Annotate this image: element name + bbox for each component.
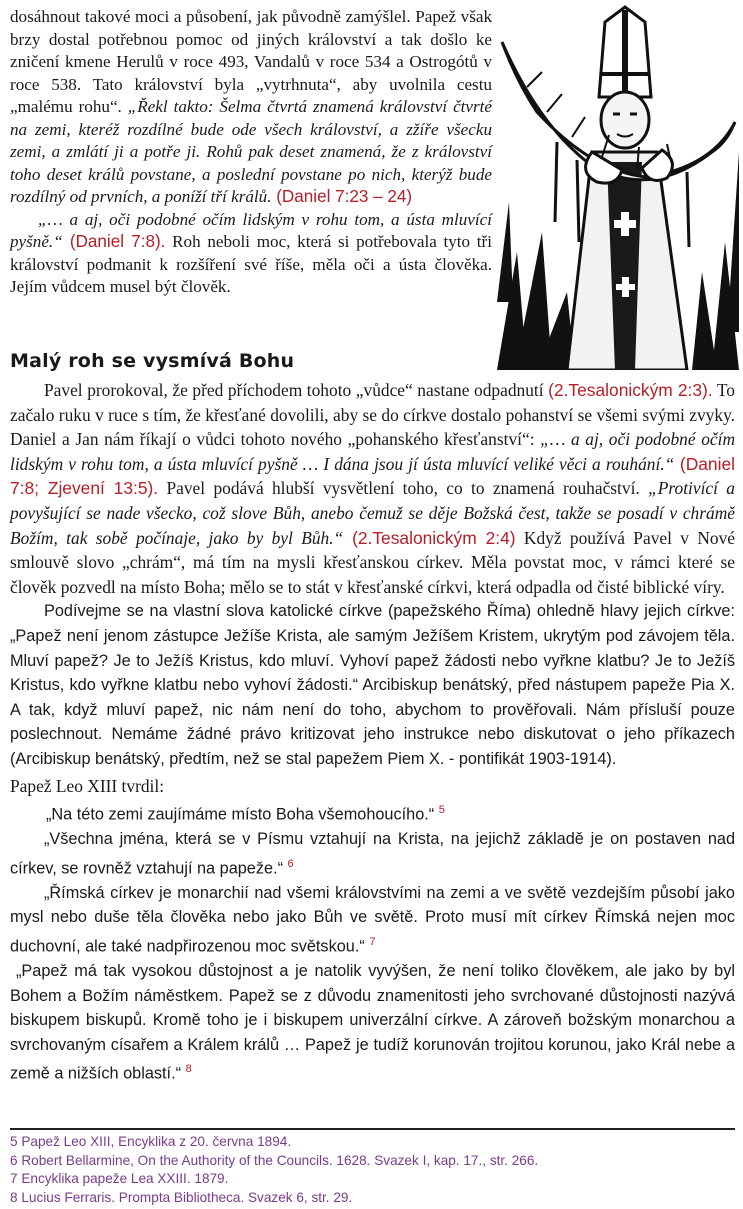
scripture-reference-2: (Daniel 7:8).	[62, 232, 166, 251]
quote-8: „Papež má tak vysokou důstojnost a je natolik vyvýšen, že není toliko člověkem, ale jako by byl Bohem a Božím náměstkem. Papež se z důvodu znamenitosti jeho svrchované důstojnosti nazývá biskupem biskupů. Kromě toho je i biskupem univerzální církve. A zároveň božským monarchou a svrchovaným císařem a Králem králů … Papež je tudíž korunován trojitou korunou, jako Král nebe a země a nižších oblastí.“ $^8$	[10, 961, 735, 1083]
footnote-6: 6 Robert Bellarmine, On the Authority of the Councils. 1628. Svazek I, kap. 17., str. 266.	[10, 1152, 539, 1168]
pope-holding-horn-illustration	[497, 2, 739, 370]
paragraph-3: Pavel prorokoval, že před příchodem tohoto „vůdce“ nastane odpadnutí (2.Tesalonickým 2:3). To začalo ruku v ruce s tím, že křesťané dovolili, aby se do církve dostalo pohanství se všemi svými zvyky. Daniel a Jan nám říkají o vůdci tohoto nového „pohanského křesťanství“: „… a aj, oči podobné očím lidským v rohu tom, a ústa mluvící pyšně … I dána jsou jí ústa mluvící veliké věci a rouhání.“ (Daniel 7:8; Zjevení 13:5). Pavel podává hlubší vysvětlení toho, co to znamená rouhačství. „Protivící a povyšující se nade všecko, což slove Bůh, anebo čemuž se děje Božská čest, takže se posadí v chrámě Božím, tak sobě počínaje, jako by byl Bůh.“ (2.Tesalonickým 2:4) Když používá Pavel v Nové smlouvě slovo „chrám“, má tím na mysli křesťanskou církev. Měla povstat moc, v rámci které se člověk pozvedl na místo Boha; mělo se to stát v křesťanské církvi, která odpadla od čisté biblické víry.	[10, 380, 736, 597]
paragraph-4: Podívejme se na vlastní slova katolické církve (papežského Říma) ohledně hlavy jejich církve: „Papež není jenom zástupce Ježíše Krista, ale samým Ježíšem Kristem, ukrytým pod závojem těla. Mluví papež? Je to Ježíš Kristus, kdo mluví. Vyhoví papež žádosti nebo vyřkne klatbu? Je to Ježíš Kristus, kdo vyřkne klatbu nebo vyhoví žádosti.“ Arcibiskup benátský, před nástupem papeže Pia X. A tak, když mluví papež, nic nám není do toho, abychom to prověřovali. Nám přísluší pouze poslechnout. Nemáme žádné právo kritizovat jeho instrukce nebo diskutovat o jeho příkazech (Arcibiskup benátský, předtím, než se stal papežem Piem X. - pontifikát 1903-1914).	[10, 602, 735, 768]
footnote-marker-6: 6	[287, 857, 294, 870]
paragraph-5: Papež Leo XIII tvrdil:	[10, 775, 165, 796]
footnote-8: 8 Lucius Ferraris. Prompta Bibliotheca. Svazek 6, str. 29.	[10, 1189, 353, 1205]
scripture-reference-3: (2.Tesalonickým 2:3).	[548, 380, 713, 400]
scripture-reference-5: (2.Tesalonickým 2:4)	[343, 527, 516, 548]
main-body-text	[10, 378, 735, 1086]
daniel-quote-2: „… a aj, oči podobné očím lidským v rohu tom, a ústa mluvící pyšně.“	[10, 209, 492, 251]
quote-5: „Na této zemi zaujímáme místo Boha všemohoucího.“ $^5$	[46, 804, 445, 824]
paragraph-1: dosáhnout takové moci a působení, jak původně zamýšlel. Papež však brzy dostal potřebnou pomoc od jiných království a tak došlo ke zničení kmene Herulů v roce 493, Vandalů v roce 534 a Ostrogótů v roce 538. Tato království byla „vytrhnuta“, aby uvolnila cestu „malému rohu“. „Řekl takto: Šelma čtvrtá znamená království čtvrté na zemi, kteréž rozdílné bude ode všech království, a zžíře všecku zemi, a zmlátí ji a potře ji. Rohů pak deset znamená, že z království toho deset králů povstane, a poslední povstane po nich, kterýž bude rozdílný od prvních, a poníží tří králů. (Daniel 7:23 – 24)	[10, 7, 492, 206]
footnote-5: 5 Papež Leo XIII, Encyklika z 20. června 1894.	[10, 1134, 292, 1149]
scripture-reference: (Daniel 7:23 – 24)	[271, 187, 413, 206]
footnotes	[10, 1128, 735, 1207]
footnote-marker-5: 5	[438, 804, 445, 817]
quote-6: „Všechna jména, která se v Písmu vztahují na Krista, na jejichž základě je on postaven nad církev, se rovněž vztahují na papeže.“ $^6$	[10, 830, 735, 878]
footnote-7: 7 Encyklika papeže Lea XXIII. 1879.	[10, 1171, 229, 1187]
footnote-marker-8: 8	[185, 1063, 192, 1076]
quote-7: „Římská církev je monarchií nad všemi královstvími na zemi a ve světě vezdejším působí jako mysl nebo duše těla člověka nebo jako Bůh ve světě. Proto musí mít církev Římská nejen moc duchovní, ale také nadpřirozenou moc světskou.“ $^7$	[10, 883, 735, 956]
daniel-quote: „Řekl takto: Šelma čtvrtá znamená království čtvrté na zemi, kteréž rozdílné bude ode všech království, a zžíře všecku zemi, a zmlátí ji a potře ji. Rohů pak deset znamená, že z království toho deset králů povstane, a poslední povstane po nich, kterýž bude rozdílný od prvních, a poníží tří králů.	[10, 97, 492, 206]
footnote-marker-7: 7	[369, 935, 376, 948]
paragraph-2: „… a aj, oči podobné očím lidským v rohu tom, a ústa mluvící pyšně.“ (Daniel 7:8). Roh neboli moc, která si potřebovala tyto tři království podmanit k rozšíření své říše, měla oči a ústa člověka. Jejím vůdcem musel být člověk.	[10, 209, 492, 296]
paul-quote: „Protivící a povyšující se nade všecko, což slove Bůh, anebo čemuž se děje Božská čest, takže se posadí v chrámě Božím, tak sobě počínaje, jako by byl Bůh.“	[10, 478, 735, 548]
top-column-text	[10, 6, 492, 299]
section-heading: Malý roh se vysmívá Bohu	[10, 350, 295, 372]
scripture-reference-4: (Daniel 7:8; Zjevení 13:5).	[10, 453, 735, 499]
daniel-quote-3: „… a aj, oči podobné očím lidským v rohu tom, a ústa mluvící pyšně … I dána jsou jí ústa mluvící veliké věci a rouhání.“	[10, 429, 736, 474]
